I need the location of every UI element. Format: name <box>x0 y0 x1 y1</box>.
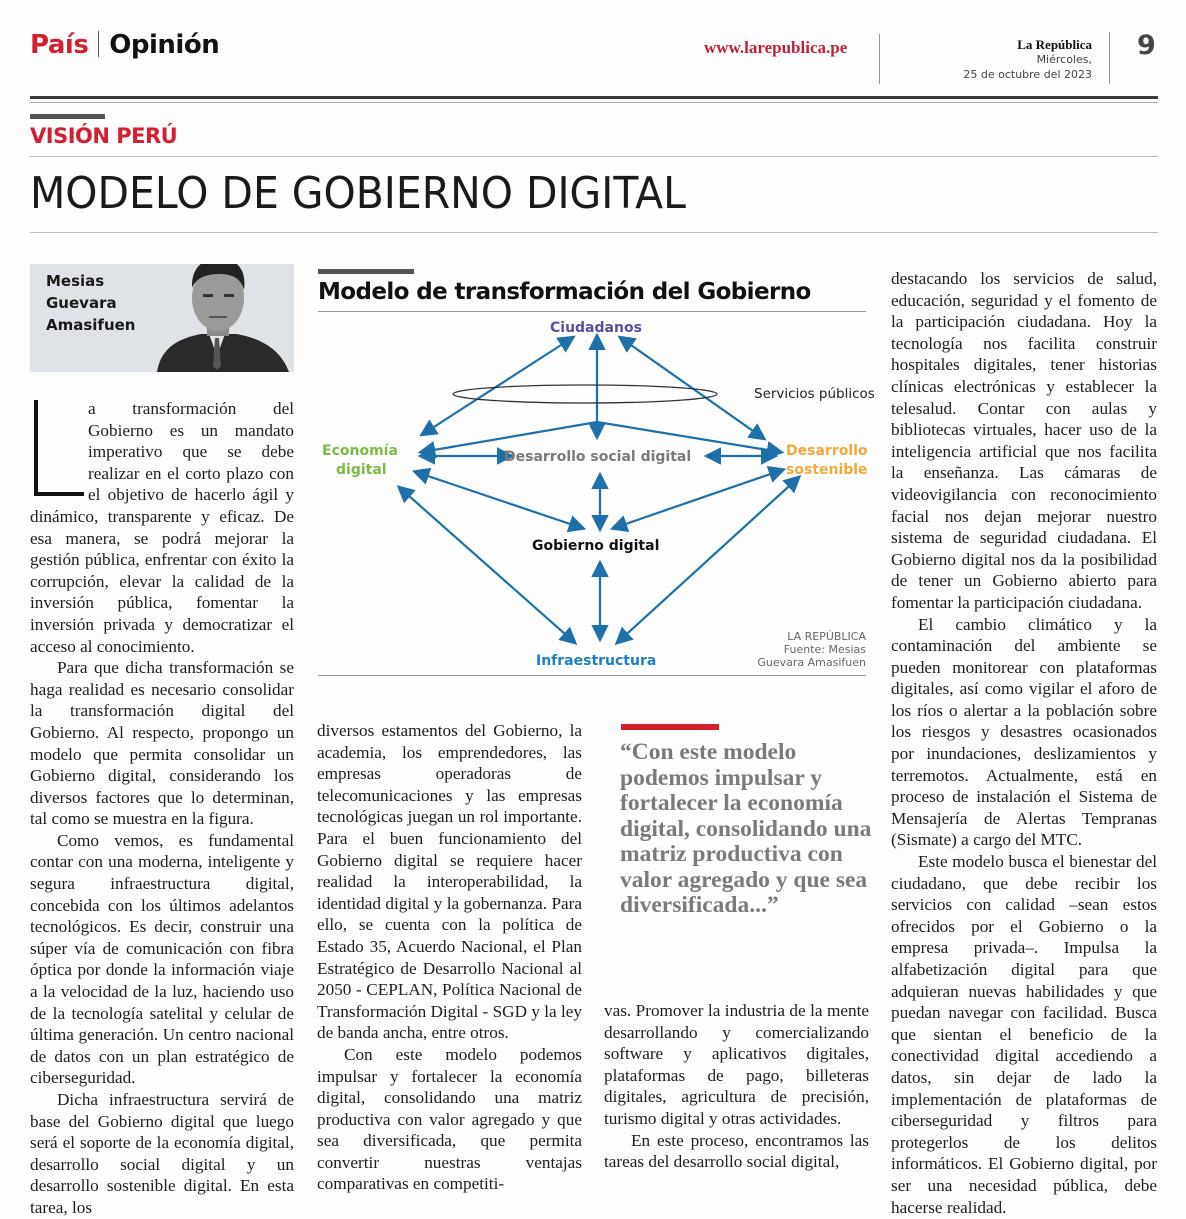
article-column-2 <box>317 720 582 1195</box>
paragraph: diversos estamentos del Gobierno, la academia, los emprendedores, las empresas operadoras de telecomunicaciones y las empresas tecnológicas juegan un rol importante. Para el buen funcionamiento del Gobierno digital se requiere hacer realidad la interoperabilidad, la identidad digital y la gobernanza. Para ello, se cuenta con la política de Estado 35, Acuerdo Nacional, el Plan Estratégico de Desarrollo Nacional al 2050 - CEPLAN, Política Nacional de Transformación Digital - SGD y la ley de banda ancha, entre otros. <box>317 721 582 1043</box>
node-desarrollo-social-digital: Desarrollo social digital <box>504 449 692 465</box>
paragraph: En este proceso, encontramos las tareas del desarrollo social digital, <box>604 1130 869 1172</box>
kicker-bar <box>30 114 105 119</box>
article-column-3 <box>604 1000 869 1173</box>
node-infraestructura: Infraestructura <box>536 653 657 669</box>
header-divider <box>879 34 880 84</box>
newspaper-dateline <box>963 37 1092 82</box>
author-first-name: Mesias <box>46 272 105 290</box>
figure-credit <box>700 630 866 669</box>
pullquote-bar <box>621 724 719 730</box>
diagram-arrows <box>318 312 878 674</box>
author-box <box>30 264 294 372</box>
section-divider <box>98 31 99 57</box>
header-rule-thin <box>30 102 1158 103</box>
figure-bar <box>318 269 414 274</box>
pullquote: “Con este modelo podemos impulsar y fortalecer la economía digital, consolidando una matriz productiva con valor agregado y que sea diversificada...” <box>620 739 872 918</box>
paragraph: El cambio climático y la contaminación del ambiente se pueden monitorear con plataformas digitales, así como vigilar el aforo de los ríos o alertar a la población sobre los riesgos y desastres ocasionados por inundaciones, deslizamientos y terremotos. Actualmente, está en proceso de instalación el Sistema de Mensajería de Alertas Tempranas (Sismate) a cargo del MTC. <box>891 614 1157 850</box>
dropcap-l <box>30 398 80 498</box>
node-economia-line1: Economía <box>322 443 398 459</box>
article-column-1 <box>30 398 294 1219</box>
page-number: 9 <box>1137 30 1156 61</box>
node-economia-digital <box>322 442 398 480</box>
subsection-name: Opinión <box>109 30 220 60</box>
paragraph: Con este modelo podemos impulsar y fortalecer la economía digital, consolidando una matriz productiva con valor agregado y que sea diversificada, que permita convertir nuestras ventajas comparativas en competiti- <box>317 1044 582 1194</box>
divider <box>30 156 1158 157</box>
author-portrait <box>139 264 294 372</box>
paragraph: Dicha infraestructura servirá de base del Gobierno digital que luego será el soporte de la economía digital, desarrollo social digital y un desarrollo sostenible digital. En esta tarea, los <box>30 1090 294 1217</box>
header-divider <box>1109 32 1110 84</box>
credit-publisher: LA REPÚBLICA <box>787 630 866 643</box>
servicios-ellipse <box>453 385 717 403</box>
paragraph: Para que dicha transformación se haga realidad es necesario consolidar la transformación digital del Gobierno. Al respecto, propongo un modelo que permita consolidar un Gobierno digital, considerando los diversos factores que lo determinan, tal como se muestra en la figura. <box>30 658 294 829</box>
figure-title: Modelo de transformación del Gobierno <box>318 279 811 305</box>
node-sostenible-line1: Desarrollo <box>786 443 868 459</box>
node-sostenible-line2: sostenible <box>786 462 868 478</box>
section-name: País <box>30 30 89 60</box>
node-servicios-publicos: Servicios públicos <box>754 386 875 402</box>
weekday: Miércoles, <box>1036 53 1092 66</box>
publication-date: 25 de octubre del 2023 <box>963 68 1092 81</box>
paragraph: Este modelo busca el bienestar del ciudadano, que debe recibir los servicios con calidad –sean estos ofrecidos por el Gobierno o la empresa privada–. Impulsa la alfabetización digital para que adquieran nuevas habilidades y que puedan navegar con facilidad. Busca que sientan el beneficio de la conectividad digital accediendo a datos, sin dejar de lado la implementación de plataformas de ciberseguridad y filtros para protegerlos de los delitos informáticos. El Gobierno digital, por ser una necesidad pública, debe hacerse realidad. <box>891 852 1157 1217</box>
credit-source-name: Guevara Amasifuen <box>757 656 866 669</box>
paragraph: vas. Promover la industria de la mente desarrollando y comercializando software y aplicativos digitales, plataformas de pago, billeteras digitales, agricultura de precisión, turismo digital y otras actividades. <box>604 1001 869 1128</box>
node-gobierno-digital: Gobierno digital <box>532 538 660 554</box>
node-economia-line2: digital <box>336 462 387 478</box>
author-surname-2: Amasifuen <box>46 316 136 334</box>
website-link[interactable]: www.larepublica.pe <box>704 38 848 57</box>
page-title: MODELO DE GOBIERNO DIGITAL <box>30 168 686 219</box>
paragraph: Como vemos, es fundamental contar con una moderna, inteligente y segura infraestructura digital, concebida con los últimos adelantos tecnológicos. Es decir, construir una súper vía de comunicación con fibra óptica por donde la información viaje a la velocidad de la luz, haciendo uso de la tecnología satelital y celular de última generación. Un centro nacional de datos con un plan estratégico de ciberseguridad. <box>30 830 294 1088</box>
kicker: VISIÓN PERÚ <box>30 124 178 148</box>
newspaper-name: La República <box>1017 37 1092 52</box>
figure-rule <box>318 675 866 676</box>
author-name <box>46 270 136 336</box>
node-ciudadanos: Ciudadanos <box>550 320 642 336</box>
section-header <box>30 30 219 60</box>
paragraph: a transformación del Gobierno es un mandato imperativo que se debe realizar en el corto plazo con el objetivo de hacerlo ágil y dinámico, transparente y eficaz. De esa manera, se podrá mejorar la gestión pública, enfrentar con éxito la corrupción, elevar la calidad de la inversión pública, fomentar la inversión privada y democratizar el acceso al conocimiento. <box>30 399 294 656</box>
author-surname-1: Guevara <box>46 294 117 312</box>
node-desarrollo-sostenible <box>786 442 868 480</box>
divider <box>30 232 1158 233</box>
credit-source: Fuente: Mesias <box>783 643 866 656</box>
article-column-4 <box>891 268 1157 1218</box>
paragraph: destacando los servicios de salud, educación, seguridad y el fomento de la participación ciudadana. Hoy la tecnología nos facilita construir hospitales digitales, tener historias clínicas electrónicas y establecer la telesalud. Contar con aulas y bibliotecas virtuales, hacer uso de la inteligencia artificial que nos facilita la enseñanza. Las cámaras de videovigilancia con reconocimiento facial nos dejan mejorar nuestro sistema de seguridad ciudadana. El Gobierno digital nos da la posibilidad de tener un Gobierno abierto para fomentar la participación ciudadana. <box>891 269 1157 612</box>
header-rule <box>30 96 1158 99</box>
transformation-diagram <box>318 312 878 674</box>
